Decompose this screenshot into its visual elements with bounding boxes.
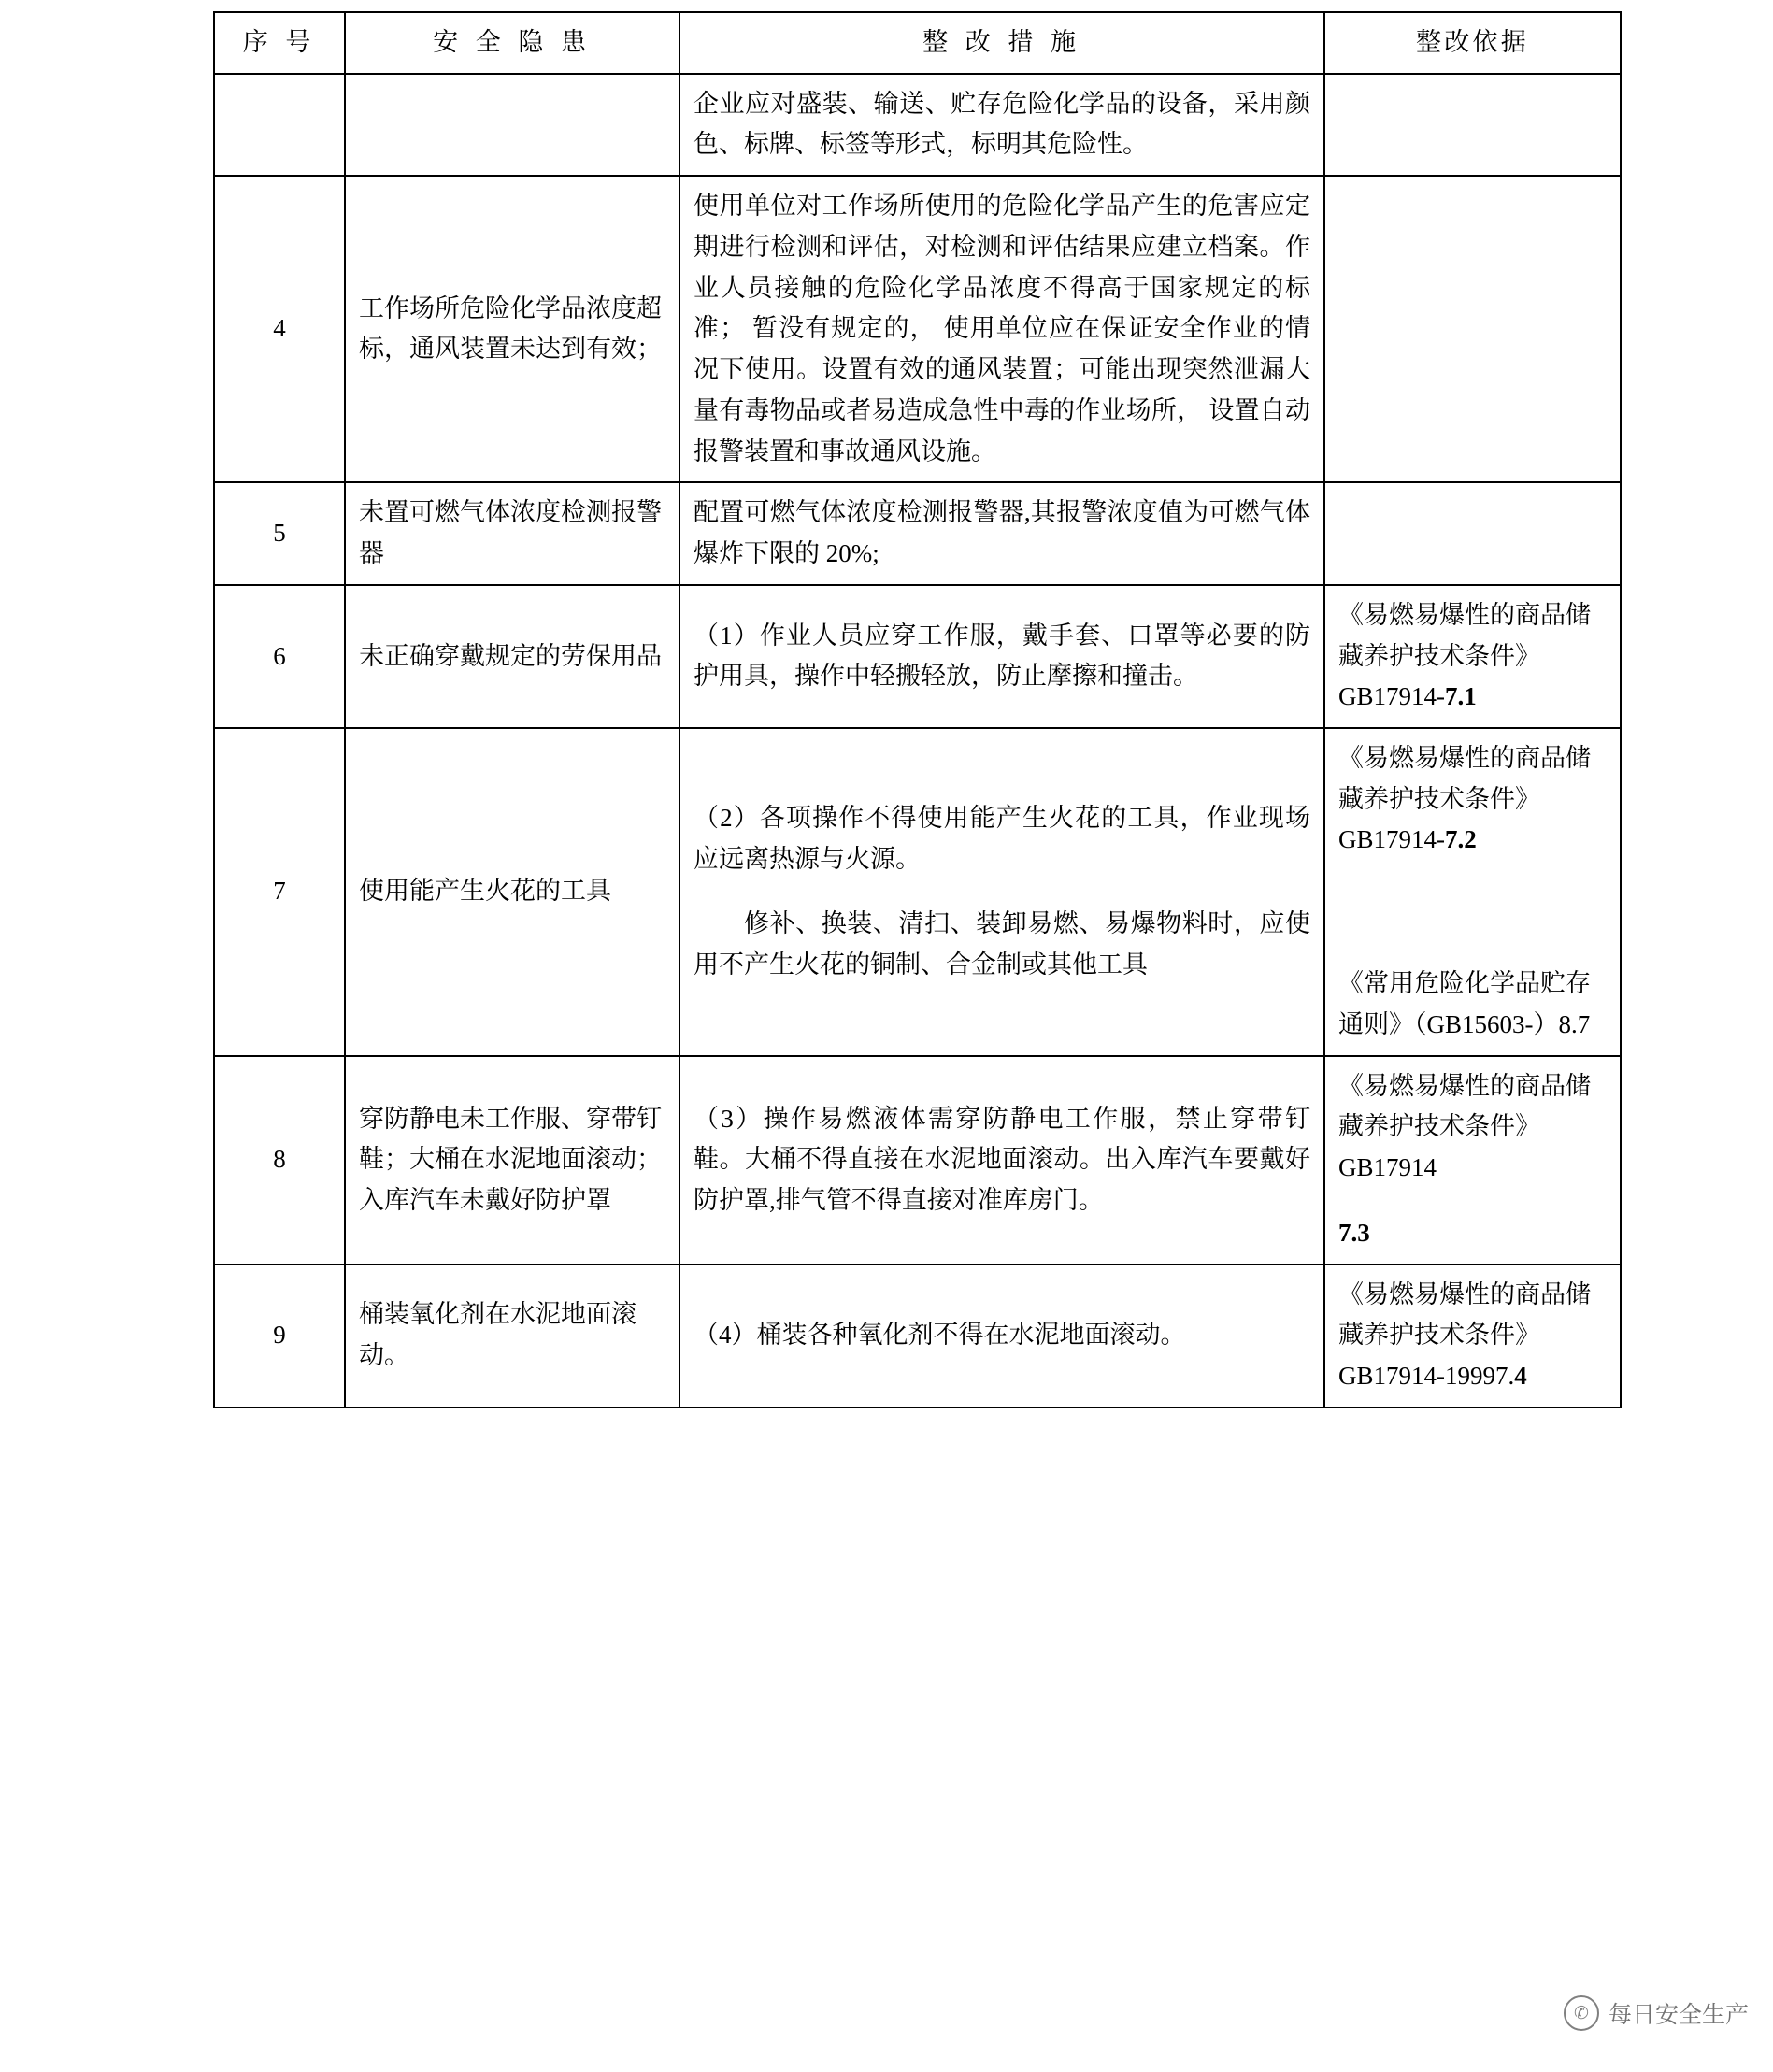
cell-basis [1324, 585, 1621, 728]
measure-paragraph: （3）操作易燃液体需穿防静电工作服，禁止穿带钉鞋。大桶不得直接在水泥地面滚动。出入库汽车要戴好防护罩,排气管不得直接对准库房门。 [693, 1104, 1310, 1215]
basis-clause-number: 7.2 [1445, 825, 1477, 854]
measure-paragraph: （4）桶装各种氧化剂不得在水泥地面滚动。 [693, 1321, 1186, 1350]
table-header-row [214, 12, 1621, 74]
cell-basis [1324, 176, 1621, 482]
cell-no: 7 [214, 728, 345, 1056]
cell-basis [1324, 1265, 1621, 1408]
cell-measure [679, 176, 1324, 482]
measure-paragraph: 企业应对盛装、输送、贮存危险化学品的设备，采用颜色、标牌、标签等形式，标明其危险性。 [693, 89, 1310, 159]
cell-measure [679, 585, 1324, 728]
cell-basis [1324, 1056, 1621, 1265]
table-row [214, 1056, 1621, 1265]
cell-measure [679, 1265, 1324, 1408]
cell-hazard: 未置可燃气体浓度检测报警器 [345, 482, 679, 584]
cell-hazard: 未正确穿戴规定的劳保用品 [345, 585, 679, 728]
table-row [214, 585, 1621, 728]
cell-no: 6 [214, 585, 345, 728]
cell-no: 8 [214, 1056, 345, 1265]
watermark-label: 每日安全生产 [1608, 2002, 1749, 2028]
cell-hazard: 穿防静电未工作服、穿带钉鞋；大桶在水泥地面滚动；入库汽车未戴好防护罩 [345, 1056, 679, 1265]
measure-paragraph: 使用单位对工作场所使用的危险化学品产生的危害应定期进行检测和评估，对检测和评估结果应建立档案。作业人员接触的危险化学品浓度不得高于国家规定的标准； 暂没有规定的， 使用单位应在保证安全作业的情况下使用。设置有效的通风装置；可能出现突然泄漏大量有毒物品或者易造成急性中毒的作业场所， 设置自动报警装置和事故通风设施。 [693, 192, 1310, 465]
cell-basis [1324, 74, 1621, 176]
cell-basis [1324, 482, 1621, 584]
cell-hazard: 桶装氧化剂在水泥地面滚动。 [345, 1265, 679, 1408]
measure-paragraph: （2）各项操作不得使用能产生火花的工具，作业现场应远离热源与火源。 [693, 803, 1310, 873]
table-row [214, 482, 1621, 584]
measure-paragraph: 修补、换装、清扫、装卸易燃、易爆物料时，应使用不产生火花的铜制、合金制或其他工具 [693, 909, 1310, 979]
cell-no: 9 [214, 1265, 345, 1408]
basis-clause-number: 7.3 [1338, 1218, 1370, 1247]
cell-measure [679, 1056, 1324, 1265]
cell-measure [679, 74, 1324, 176]
basis-entry: 《常用危险化学品贮存通则》（GB15603-）8.7 [1338, 969, 1591, 1038]
cell-hazard: 使用能产生火花的工具 [345, 728, 679, 1056]
header-cell-basis: 整改依据 [1324, 12, 1621, 74]
basis-clause-number: 4 [1514, 1362, 1527, 1391]
measure-paragraph: （1）作业人员应穿工作服，戴手套、口罩等必要的防护用具，操作中轻搬轻放，防止摩擦和撞击。 [693, 621, 1310, 691]
cell-no [214, 74, 345, 176]
basis-entry: 《易燃易爆性的商品储藏养护技术条件》GB17914-7.1 [1338, 600, 1591, 711]
wechat-icon: ✆ [1564, 1995, 1599, 2031]
cell-basis [1324, 728, 1621, 1056]
table-row [214, 1265, 1621, 1408]
header-cell-hazard: 安 全 隐 患 [345, 12, 679, 74]
watermark [1564, 1995, 1749, 2031]
cell-measure [679, 728, 1324, 1056]
basis-entry: 《易燃易爆性的商品储藏养护技术条件》GB17914-19997.4 [1338, 1279, 1591, 1391]
table-row [214, 728, 1621, 1056]
header-cell-no: 序 号 [214, 12, 345, 74]
cell-hazard [345, 74, 679, 176]
measure-paragraph: 配置可燃气体浓度检测报警器,其报警浓度值为可燃气体爆炸下限的 20%; [693, 498, 1310, 568]
table-row [214, 74, 1621, 176]
hazard-rectification-table [213, 11, 1622, 1408]
paragraph-spacer [1338, 1189, 1607, 1213]
header-cell-measure: 整 改 措 施 [679, 12, 1324, 74]
basis-clause-number: 7.1 [1445, 682, 1477, 711]
table-row [214, 176, 1621, 482]
cell-no: 4 [214, 176, 345, 482]
paragraph-spacer [1338, 861, 1607, 964]
cell-measure [679, 482, 1324, 584]
paragraph-spacer [693, 879, 1310, 904]
cell-hazard: 工作场所危险化学品浓度超标，通风装置未达到有效； [345, 176, 679, 482]
basis-entry: 《易燃易爆性的商品储藏养护技术条件》GB17914 [1338, 1071, 1591, 1182]
cell-no: 5 [214, 482, 345, 584]
basis-entry: 《易燃易爆性的商品储藏养护技术条件》GB17914-7.2 [1338, 744, 1591, 854]
